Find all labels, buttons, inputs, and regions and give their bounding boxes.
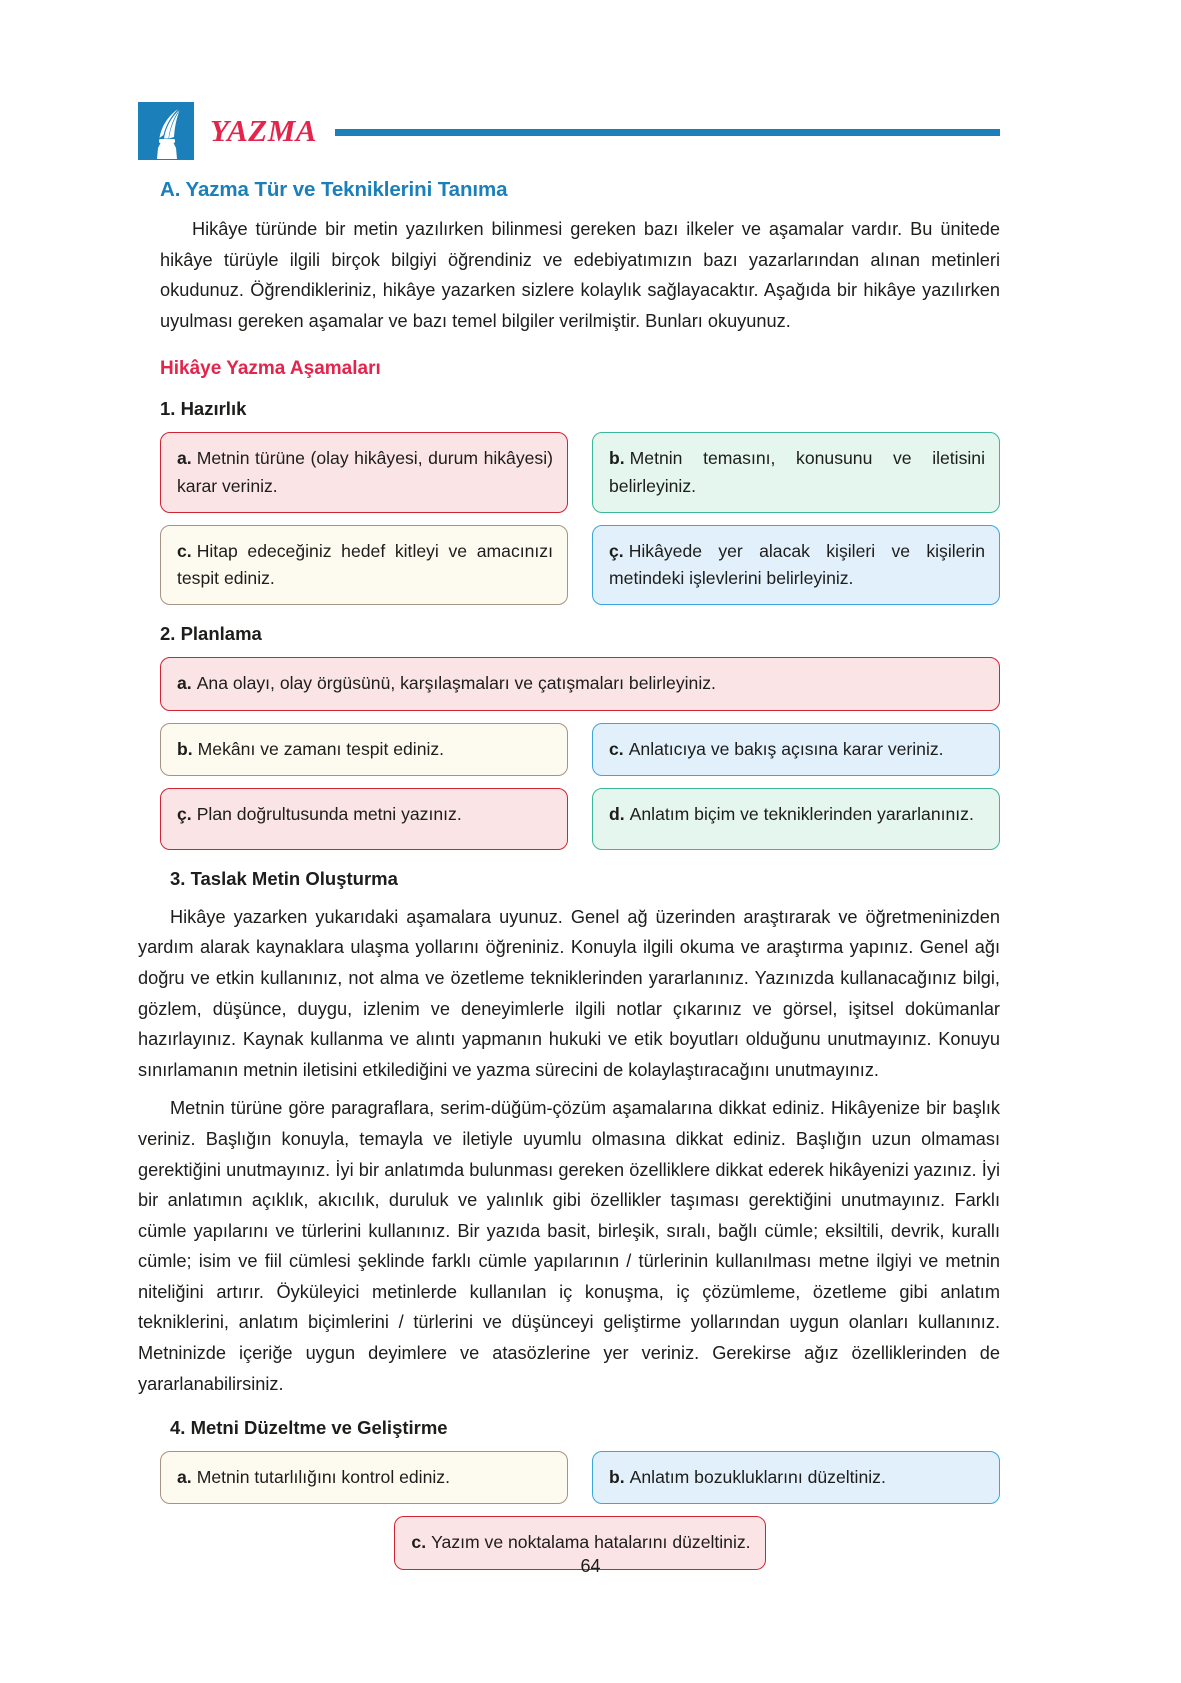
box-planlama-a bbox=[160, 657, 1000, 710]
box-label: c. bbox=[177, 540, 192, 561]
box-row bbox=[160, 788, 1000, 850]
box-planlama-d bbox=[592, 788, 1000, 850]
box-text: Metnin temasını, konusunu ve iletisini belirleyiniz. bbox=[609, 448, 985, 496]
box-planlama-c bbox=[592, 723, 1000, 776]
box-label: a. bbox=[177, 1467, 192, 1488]
quill-and-inkpot-icon bbox=[138, 102, 194, 160]
step-title-taslak: 3. Taslak Metin Oluşturma bbox=[170, 867, 398, 889]
unit-banner bbox=[138, 100, 1000, 162]
box-hazirlik-c bbox=[160, 525, 568, 606]
box-hazirlik-a bbox=[160, 432, 568, 513]
box-text: Ana olayı, olay örgüsünü, karşılaşmaları ve çatışmaları belirleyiniz. bbox=[196, 673, 716, 694]
box-hazirlik-c-cedilla bbox=[592, 525, 1000, 606]
box-text: Anlatım biçim ve tekniklerinden yararlanınız. bbox=[629, 803, 974, 824]
taslak-paragraph-2: Metnin türüne göre paragraflara, serim-düğüm-çözüm aşamalarına dikkat ediniz. Hikâyenize bir başlık veriniz. Başlığın konuyla, temayla ve iletiyle uyumlu olmasına dikkat ediniz. Başlığın uzun olmaması gerektiğini unutmayınız. İyi bir anlatımda bulunması gereken özelliklere dikkat ederek hikâyenizi yazınız. İyi bir anlatımın açıklık, akıcılık, duruluk ve yalınlık gibi özellikler taşıması gerektiğini unutmayınız. Farklı cümle yapılarını ve türlerini kullanınız. Bir yazıda basit, birleşik, sıralı, bağlı cümle; eksiltili, devrik, kurallı cümle; isim ve fiil cümlesi şeklinde farklı cümle yapılarının / türlerinin kullanılması metne ilgiyi ve metnin niteliğini artırır. Öyküleyici metinlerde kullanılan iç konuşma, iç çözümleme, özetleme gibi anlatım tekniklerini, anlatım biçimlerini / türlerini ve düşünceyi geliştirme yollarından uygun olanları kullanınız. Metninizde içeriğe uygun deyimlere ve atasözlerine yer veriniz. Gerekirse ağız özelliklerinden de yararlanabilirsiniz. bbox=[138, 1098, 1000, 1394]
box-row bbox=[160, 432, 1000, 513]
box-label: c. bbox=[411, 1532, 427, 1553]
box-label: b. bbox=[609, 448, 625, 469]
box-hazirlik-b bbox=[592, 432, 1000, 513]
step-title-hazirlik: 1. Hazırlık bbox=[160, 398, 247, 420]
page-content bbox=[138, 100, 1000, 1582]
page-number: 64 bbox=[580, 1556, 601, 1576]
box-label: c. bbox=[609, 738, 624, 759]
section-heading: A. Yazma Tür ve Tekniklerini Tanıma bbox=[160, 178, 508, 201]
box-planlama-b bbox=[160, 723, 568, 776]
box-label: ç. bbox=[609, 540, 624, 561]
box-duzeltme-b bbox=[592, 1451, 1000, 1504]
box-row bbox=[160, 1451, 1000, 1504]
box-text: Metnin türüne (olay hikâyesi, durum hikâyesi) karar veriniz. bbox=[177, 448, 553, 496]
box-row bbox=[160, 657, 1000, 710]
box-label: d. bbox=[609, 803, 625, 824]
box-row bbox=[160, 723, 1000, 776]
box-label: ç. bbox=[177, 803, 192, 824]
stages-title: Hikâye Yazma Aşamaları bbox=[160, 358, 381, 380]
step-title-duzeltme: 4. Metni Düzeltme ve Geliştirme bbox=[170, 1417, 448, 1439]
banner-rule bbox=[335, 129, 1000, 136]
box-text: Mekânı ve zamanı tespit ediniz. bbox=[197, 738, 445, 759]
box-duzeltme-a bbox=[160, 1451, 568, 1504]
box-label: a. bbox=[177, 448, 192, 469]
box-text: Anlatım bozukluklarını düzeltiniz. bbox=[629, 1467, 886, 1488]
box-label: b. bbox=[177, 738, 193, 759]
box-label: b. bbox=[609, 1467, 625, 1488]
banner-title: YAZMA bbox=[210, 113, 317, 148]
box-text: Plan doğrultusunda metni yazınız. bbox=[196, 803, 462, 824]
box-text: Metnin tutarlılığını kontrol ediniz. bbox=[196, 1467, 450, 1488]
box-row bbox=[160, 525, 1000, 606]
box-text: Hitap edeceğiniz hedef kitleyi ve amacınızı tespit ediniz. bbox=[177, 540, 553, 589]
step-title-planlama: 2. Planlama bbox=[160, 623, 262, 645]
box-label: a. bbox=[177, 673, 192, 694]
taslak-paragraph-1: Hikâye yazarken yukarıdaki aşamalara uyunuz. Genel ağ üzerinden araştırarak ve öğretmeninizden yardım alarak kaynaklara ulaşma yollarını öğreniniz. Konuyla ilgili okuma ve araştırma yapınız. Genel ağı doğru ve etkin kullanınız, not alma ve özetleme tekniklerinden yararlanınız. Yazınızda kullanacağınız bilgi, gözlem, düşünce, duygu, izlenim ve deneyimlerle ilgili notlar çıkarınız ve görsel, işitsel dokümanlar hazırlayınız. Kaynak kullanma ve alıntı yapmanın hukuki ve etik boyutları olduğunu unutmayınız. Konuyu sınırlamanın metnin iletisini etkilediğini ve yazma sürecini de kolaylaştıracağını unutmayınız. bbox=[138, 906, 1000, 1080]
box-planlama-c-cedilla bbox=[160, 788, 568, 850]
box-text: Anlatıcıya ve bakış açısına karar veriniz. bbox=[628, 738, 944, 759]
box-text: Yazım ve noktalama hatalarını düzeltiniz. bbox=[431, 1532, 751, 1553]
intro-paragraph: Hikâye türünde bir metin yazılırken bilinmesi gereken bazı ilkeler ve aşamalar vardır. Bu ünitede hikâye türüyle ilgili birçok bilgiyi öğrendiniz ve edebiyatımızın bazı yazarlarından alınan metinleri okudunuz. Öğrendikleriniz, hikâye yazarken sizlere kolaylık sağlayacaktır. Aşağıda bir hikâye yazılırken uyulması gereken aşamalar ve bazı temel bilgiler verilmiştir. Bunları okuyunuz. bbox=[160, 219, 1000, 331]
box-text: Hikâyede yer alacak kişileri ve kişilerin metindeki işlevlerini belirleyiniz. bbox=[609, 540, 985, 589]
